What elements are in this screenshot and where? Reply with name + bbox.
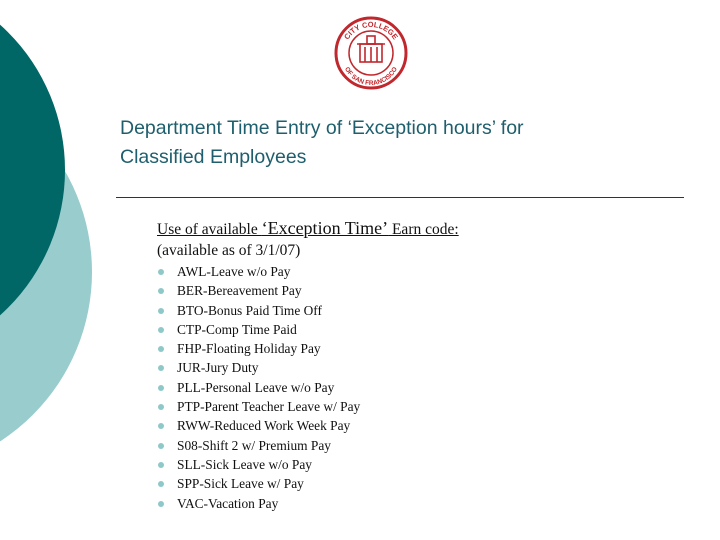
earn-code-label: CTP-Comp Time Paid (177, 321, 297, 337)
bullet-icon (158, 423, 164, 429)
earn-code-label: FHP-Floating Holiday Pay (177, 341, 321, 357)
intro-line-2: (available as of 3/1/07) (157, 242, 301, 259)
list-item (157, 378, 360, 397)
earn-code-label: RWW-Reduced Work Week Pay (177, 418, 351, 434)
slide-title-line-1: Department Time Entry of ‘Exception hours’ for (120, 117, 524, 139)
bullet-icon (158, 346, 164, 352)
slide-title-line-2: Classified Employees (120, 146, 307, 168)
intro-part-3: Earn code: (388, 221, 459, 238)
list-item (157, 494, 360, 513)
earn-code-label: PLL-Personal Leave w/o Pay (177, 379, 335, 395)
intro-part-1: Use of available (157, 221, 262, 238)
list-item (157, 436, 360, 455)
seal-text-bottom: OF SAN FRANCISCO (343, 66, 399, 88)
list-item (157, 320, 360, 339)
bullet-icon (158, 269, 164, 275)
bullet-icon (158, 443, 164, 449)
earn-code-label: AWL-Leave w/o Pay (177, 264, 291, 279)
slide-title (120, 114, 680, 172)
list-item (157, 339, 360, 358)
earn-code-label: BER-Bereavement Pay (177, 283, 302, 299)
list-item (157, 301, 360, 320)
earn-code-label: SLL-Sick Leave w/o Pay (177, 456, 312, 472)
seal-text-top: CITY COLLEGE (342, 19, 400, 42)
list-item (157, 455, 360, 474)
bullet-icon (158, 327, 164, 333)
svg-text:OF SAN FRANCISCO (343, 66, 399, 87)
list-item (157, 416, 360, 435)
earn-code-label: PTP-Parent Teacher Leave w/ Pay (177, 399, 361, 415)
earn-code-label: S08-Shift 2 w/ Premium Pay (177, 437, 331, 453)
intro-line-1 (157, 218, 697, 240)
list-item (157, 281, 360, 300)
college-seal-logo (330, 16, 412, 90)
bullet-icon (158, 462, 164, 468)
list-item (157, 358, 360, 377)
earn-code-list (157, 262, 360, 513)
title-divider (116, 197, 684, 198)
bullet-icon (158, 385, 164, 391)
earn-code-label: BTO-Bonus Paid Time Off (177, 302, 322, 318)
bullet-icon (158, 288, 164, 294)
seal-building-icon (357, 36, 385, 62)
bullet-icon (158, 365, 164, 371)
bullet-icon (158, 404, 164, 410)
earn-code-label: VAC-Vacation Pay (177, 495, 279, 511)
bullet-icon (158, 308, 164, 314)
intro-text (157, 218, 697, 261)
list-item (157, 474, 360, 493)
earn-code-label: SPP-Sick Leave w/ Pay (177, 476, 304, 492)
intro-exception-time: ‘Exception Time’ (261, 218, 389, 238)
list-item (157, 262, 360, 281)
bullet-icon (158, 481, 164, 487)
list-item (157, 397, 360, 416)
bullet-icon (158, 501, 164, 507)
earn-code-label: JUR-Jury Duty (177, 360, 259, 376)
